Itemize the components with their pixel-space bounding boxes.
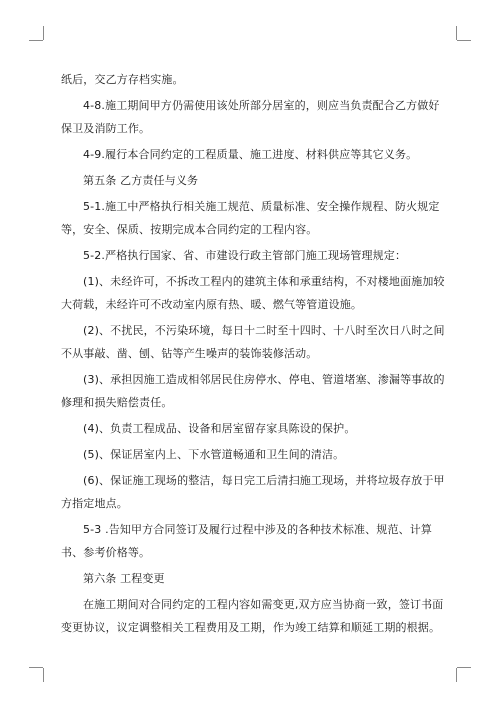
paragraph: 在施工期间对合同约定的工程内容如需变更,双方应当协商一致，签订书面变更协议，议定调整相关工程费用及工期，作为竣工结算和顺延工期的根据。 (61, 598, 444, 634)
paragraph: 5-1.施工中严格执行相关施工规范、质量标准、安全操作规程、防火规定等，安全、保质、按期完成本合同约定的工程内容。 (61, 200, 440, 236)
list-item: (1)、未经许可，不拆改工程内的建筑主体和承重结构，不对楼地面施加较大荷载，未经许可不改动室内原有热、暖、燃气等管道设施。 (61, 275, 445, 311)
paragraph: 4-8.施工期间甲方仍需使用该处所部分居室的，则应当负责配合乙方做好保卫及消防工作。 (61, 99, 440, 135)
crop-mark-top-left-vertical (43, 26, 44, 40)
list-item: (6)、保证施工现场的整洁，每日完工后清扫施工现场，并将垃圾存放于甲方指定地点。 (61, 474, 445, 510)
crop-mark-bottom-right-horizontal (457, 667, 471, 668)
crop-mark-bottom-left-horizontal (29, 667, 43, 668)
crop-mark-bottom-left-vertical (43, 668, 44, 682)
list-item: (5)、保证居室内上、下水管道畅通和卫生间的清洁。 (83, 448, 345, 461)
crop-mark-top-right-vertical (456, 26, 457, 40)
crop-mark-top-left-horizontal (29, 40, 43, 41)
list-item: (2)、不扰民，不污染环境，每日十二时至十四时、十八时至次日八时之间不从事敲、凿、刨、钻等产生噪声的装饰装修活动。 (61, 324, 445, 360)
paragraph: 5-2.严格执行国家、省、市建设行政主管部门施工现场管理规定： (83, 249, 407, 262)
crop-mark-bottom-right-vertical (456, 668, 457, 682)
section-heading: 第六条 工程变更 (83, 572, 165, 585)
paragraph: 纸后，交乙方存档实施。 (61, 73, 184, 86)
document-body (61, 68, 445, 639)
paragraph: 4-9.履行本合同约定的工程质量、施工进度、材料供应等其它义务。 (83, 148, 418, 161)
paragraph: 5-3 .告知甲方合同签订及履行过程中涉及的各种技术标准、规范、计算书、参考价格等。 (61, 523, 433, 559)
section-heading: 第五条 乙方责任与义务 (83, 174, 199, 187)
crop-mark-top-right-horizontal (457, 40, 471, 41)
list-item: (3)、承担因施工造成相邻居民住房停水、停电、管道堵塞、渗漏等事故的修理和损失赔偿责任。 (61, 373, 445, 409)
list-item: (4)、负责工程成品、设备和居室留存家具陈设的保护。 (83, 422, 356, 435)
